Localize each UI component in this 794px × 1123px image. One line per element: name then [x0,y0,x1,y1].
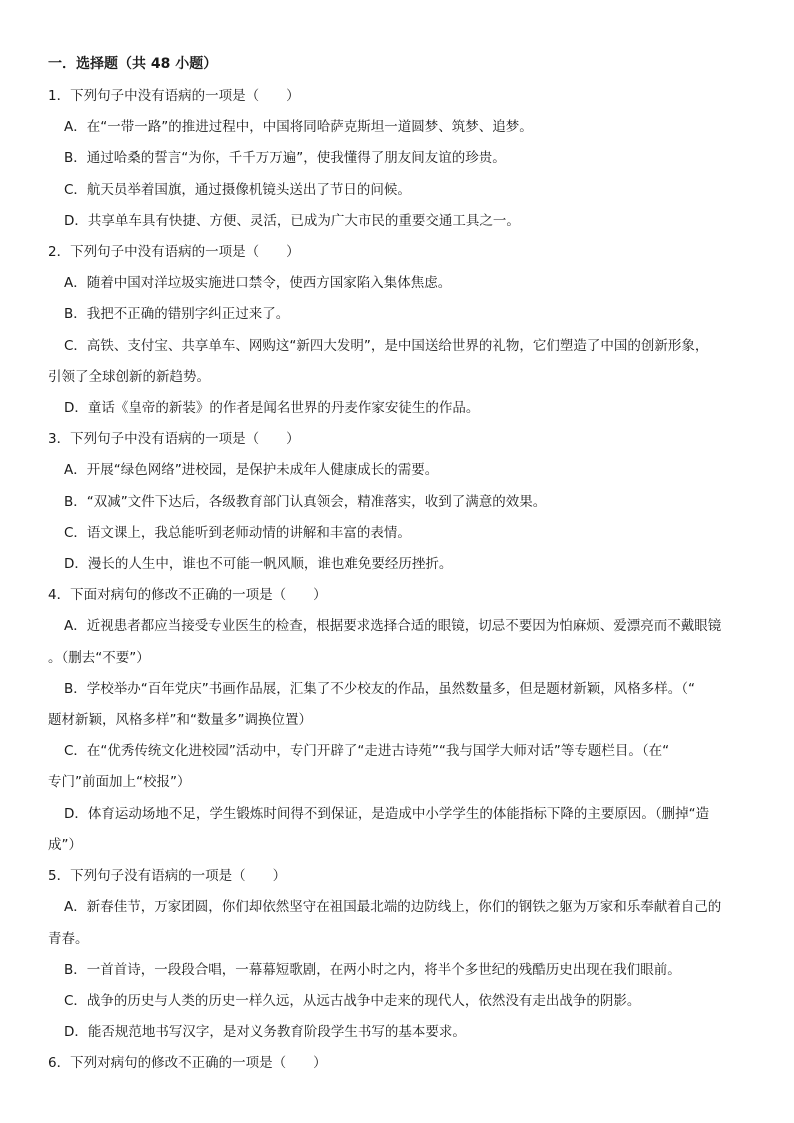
question-2-option-d: D．童话《皇帝的新装》的作者是闻名世界的丹麦作家安徒生的作品。 [64,400,480,416]
question-5-option-c: C．战争的历史与人类的历史一样久远，从远古战争中走来的现代人，依然没有走出战争的阴影。 [64,993,641,1009]
question-3-option-d: D．漫长的人生中，谁也不可能一帆风顺，谁也难免要经历挫折。 [64,556,453,572]
question-5-option-a-continued: 青春。 [48,931,89,947]
question-2-option-a: A．随着中国对洋垃圾实施进口禁令，使西方国家陷入集体焦虑。 [64,275,452,291]
question-4-option-d: D．体育运动场地不足，学生锻炼时间得不到保证，是造成中小学学生的体能指标下降的主要原因。（删掉“造 [64,806,710,822]
question-4-option-a: A．近视患者都应当接受专业医生的检查，根据要求选择合适的眼镜，切忌不要因为怕麻烦、爱漂亮而不戴眼镜 [64,618,722,634]
section-title: 一．选择题（共 48 小题） [48,56,218,72]
question-5-option-a: A．新春佳节，万家团圆，你们却依然坚守在祖国最北端的边防线上，你们的钢铁之躯为万家和乐奉献着自己的 [64,899,722,915]
question-5-stem: 5．下列句子没有语病的一项是（ ） [48,868,287,884]
question-3-stem: 3．下列句子中没有语病的一项是（ ） [48,431,300,447]
question-1-option-d: D．共享单车具有快捷、方便、灵活，已成为广大市民的重要交通工具之一。 [64,213,520,229]
question-2-option-b: B．我把不正确的错别字纠正过来了。 [64,306,290,322]
question-1-option-c: C．航天员举着国旗，通过摄像机镜头送出了节日的问候。 [64,182,411,198]
question-4-stem: 4．下面对病句的修改不正确的一项是（ ） [48,587,327,603]
question-4-option-b: B．学校举办“百年党庆”书画作品展，汇集了不少校友的作品，虽然数量多，但是题材新颖，风格多样。（“ [64,681,695,697]
question-1-stem: 1．下列句子中没有语病的一项是（ ） [48,88,300,104]
question-4-option-b-continued: 题材新颖，风格多样”和“数量多”调换位置） [48,712,312,728]
question-2-option-c-continued: 引领了全球创新的新趋势。 [48,369,210,385]
question-2-option-c: C．高铁、支付宝、共享单车、网购这“新四大发明”，是中国送给世界的礼物，它们塑造了中国的创新形象， [64,338,709,354]
question-4-option-c-continued: 专门”前面加上“校报”） [48,774,191,790]
question-4-option-d-continued: 成”） [48,837,82,853]
question-5-option-b: B．一首首诗，一段段合唱，一幕幕短歌剧，在两小时之内，将半个多世纪的残酷历史出现在我们眼前。 [64,962,681,978]
question-1-option-b: B．通过哈桑的誓言“为你，千千万万遍”，使我懂得了朋友间友谊的珍贵。 [64,150,506,166]
question-4-option-c: C．在“优秀传统文化进校园”活动中，专门开辟了“走进古诗苑”“我与国学大师对话”等专题栏目。（在“ [64,743,670,759]
question-2-stem: 2．下列句子中没有语病的一项是（ ） [48,244,300,260]
question-3-option-b: B．“双减”文件下达后，各级教育部门认真领会，精准落实，收到了满意的效果。 [64,494,547,510]
question-6-stem: 6．下列对病句的修改不正确的一项是（ ） [48,1055,327,1071]
question-3-option-c: C．语文课上，我总能听到老师动情的讲解和丰富的表情。 [64,525,411,541]
question-3-option-a: A．开展“绿色网络”进校园，是保护未成年人健康成长的需要。 [64,462,439,478]
question-1-option-a: A．在“一带一路”的推进过程中，中国将同哈萨克斯坦一道圆梦、筑梦、追梦。 [64,119,533,135]
question-4-option-a-continued: 。（删去“不要”） [48,650,150,666]
question-5-option-d: D．能否规范地书写汉字，是对义务教育阶段学生书写的基本要求。 [64,1024,466,1040]
